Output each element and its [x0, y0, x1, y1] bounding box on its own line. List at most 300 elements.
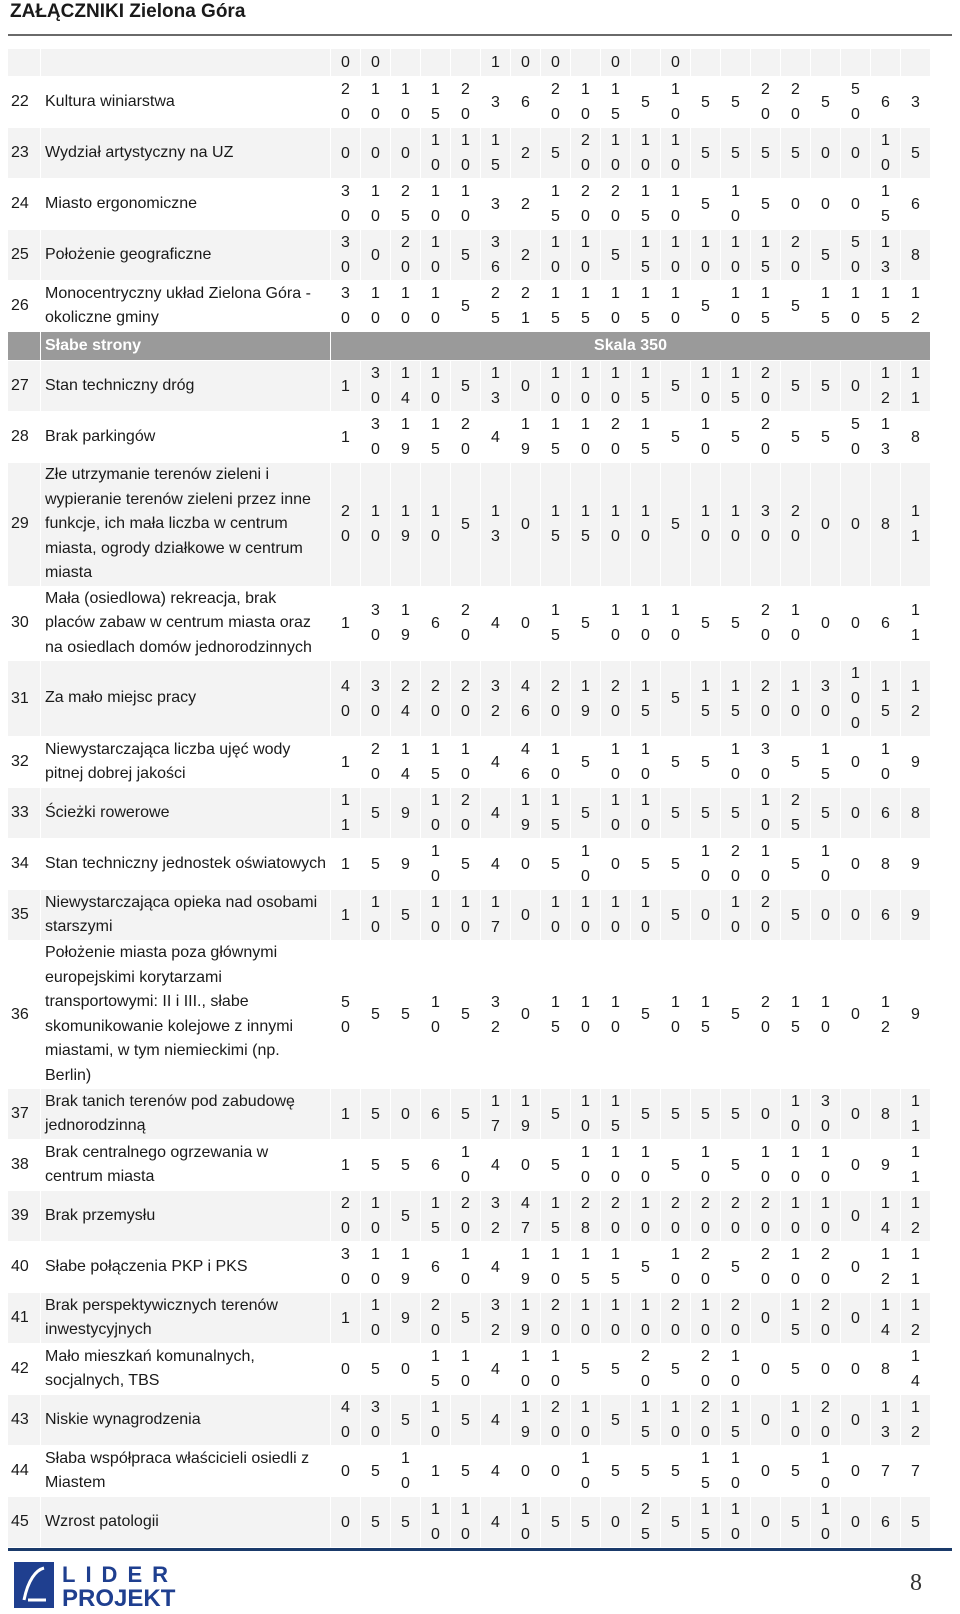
score-cell: 1 0 [421, 941, 451, 1089]
score-cell: 1 0 [571, 1089, 601, 1140]
score-cell: 4 [481, 586, 511, 661]
score-cell: 6 [421, 1242, 451, 1293]
score-cell: 0 [511, 361, 541, 412]
score-cell: 0 [541, 1446, 571, 1497]
score-cell: 0 [331, 128, 361, 179]
score-cell: 6 [871, 77, 901, 128]
score-cell: 8 [901, 412, 931, 463]
score-cell: 1 0 [691, 1140, 721, 1191]
score-cell: 1 0 [601, 361, 631, 412]
score-cell: 2 0 [541, 77, 571, 128]
row-number: 24 [8, 179, 41, 230]
row-number: 45 [8, 1497, 41, 1548]
score-cell: 1 5 [691, 941, 721, 1089]
score-cell: 3 0 [331, 230, 361, 281]
table-row [8, 661, 931, 737]
score-cell: 2 0 [601, 1191, 631, 1242]
score-cell: 0 [841, 463, 871, 587]
score-cell: 1 0 [421, 1395, 451, 1446]
score-cell: 1 0 [601, 128, 631, 179]
score-cell: 0 [331, 1497, 361, 1548]
score-cell: 1 9 [511, 412, 541, 463]
score-cell [901, 49, 931, 77]
score-cell: 1 0 [541, 890, 571, 941]
score-cell: 5 [451, 941, 481, 1089]
score-cell [811, 49, 841, 77]
score-cell: 1 0 [871, 128, 901, 179]
score-cell: 7 [901, 1446, 931, 1497]
table-row-continued [8, 49, 931, 77]
score-cell: 1 0 [361, 281, 391, 332]
score-cell: 1 [331, 839, 361, 890]
score-cell: 1 4 [871, 1293, 901, 1344]
score-cell: 5 [361, 941, 391, 1089]
score-cell: 5 [631, 941, 661, 1089]
score-cell: 4 [481, 1344, 511, 1395]
score-cell: 1 0 [451, 1140, 481, 1191]
score-cell: 3 0 [751, 463, 781, 587]
score-cell: 9 [901, 941, 931, 1089]
score-cell: 5 [691, 77, 721, 128]
score-cell: 0 [751, 1344, 781, 1395]
score-cell: 5 [691, 737, 721, 788]
score-cell: 3 0 [331, 281, 361, 332]
table-row [8, 361, 931, 412]
score-cell: 6 [421, 1140, 451, 1191]
score-cell: 0 [751, 1497, 781, 1548]
score-cell: 1 [421, 1446, 451, 1497]
score-cell: 5 [721, 1242, 751, 1293]
row-number: 26 [8, 281, 41, 332]
score-cell: 1 5 [871, 661, 901, 737]
score-cell: 1 0 [661, 1395, 691, 1446]
score-cell: 7 [871, 1446, 901, 1497]
section-spacer [8, 332, 41, 361]
score-cell: 1 5 [541, 281, 571, 332]
score-cell [691, 49, 721, 77]
score-cell: 5 [541, 1497, 571, 1548]
score-cell: 5 [781, 1344, 811, 1395]
score-cell: 1 5 [421, 737, 451, 788]
row-label: Kultura winiarstwa [41, 77, 331, 128]
score-cell: 3 2 [481, 661, 511, 737]
score-cell: 0 [811, 890, 841, 941]
score-cell: 0 [331, 49, 361, 77]
score-cell: 5 [451, 281, 481, 332]
score-cell: 5 [811, 77, 841, 128]
score-cell: 0 [751, 1293, 781, 1344]
score-cell: 5 [781, 737, 811, 788]
score-cell: 1 0 [361, 1191, 391, 1242]
score-cell: 0 [361, 230, 391, 281]
table-row [8, 1191, 931, 1242]
score-cell: 2 0 [451, 586, 481, 661]
score-cell: 2 0 [601, 661, 631, 737]
score-cell: 1 0 [661, 941, 691, 1089]
score-cell: 5 [571, 737, 601, 788]
score-cell: 2 0 [451, 77, 481, 128]
row-number: 22 [8, 77, 41, 128]
score-cell: 6 [871, 1497, 901, 1548]
score-cell: 5 [661, 1446, 691, 1497]
row-number: 28 [8, 412, 41, 463]
score-cell: 5 [751, 179, 781, 230]
score-cell: 1 4 [871, 1191, 901, 1242]
score-cell: 1 0 [421, 281, 451, 332]
score-cell: 1 0 [601, 941, 631, 1089]
row-label: Brak przemysłu [41, 1191, 331, 1242]
score-cell: 2 0 [781, 463, 811, 587]
score-cell: 4 [481, 1446, 511, 1497]
score-cell: 1 2 [901, 1395, 931, 1446]
score-cell: 2 0 [691, 1242, 721, 1293]
score-cell: 1 0 [781, 661, 811, 737]
score-cell: 0 [841, 1140, 871, 1191]
score-cell: 1 0 [361, 890, 391, 941]
score-cell: 1 0 [391, 281, 421, 332]
score-cell: 1 [331, 1089, 361, 1140]
score-cell: 2 0 [691, 1191, 721, 1242]
score-cell: 1 0 [661, 179, 691, 230]
score-cell: 2 0 [751, 412, 781, 463]
score-cell: 2 0 [661, 1293, 691, 1344]
table-row [8, 1395, 931, 1446]
score-cell: 1 1 [901, 463, 931, 587]
table-row [8, 77, 931, 128]
score-cell: 1 7 [481, 890, 511, 941]
table-row [8, 1089, 931, 1140]
score-cell: 1 0 [421, 179, 451, 230]
score-cell: 1 1 [901, 1242, 931, 1293]
score-cell: 3 [481, 77, 511, 128]
score-cell: 0 [841, 1089, 871, 1140]
score-cell: 2 0 [721, 839, 751, 890]
score-cell: 4 6 [511, 737, 541, 788]
logo-text-top: LIDER [62, 1562, 178, 1587]
score-cell: 5 [661, 839, 691, 890]
score-cell: 2 0 [781, 77, 811, 128]
score-cell: 2 0 [751, 586, 781, 661]
score-cell: 5 [451, 230, 481, 281]
row-label: Niewystarczająca liczba ujęć wody pitnej dobrej jakości [41, 737, 331, 788]
score-cell: 1 [331, 361, 361, 412]
score-cell: 1 0 [811, 839, 841, 890]
score-cell: 1 0 [541, 1242, 571, 1293]
score-cell: 0 [811, 1344, 841, 1395]
score-cell: 5 [661, 788, 691, 839]
score-cell: 1 5 [691, 1497, 721, 1548]
score-cell: 5 [661, 361, 691, 412]
score-cell: 0 [841, 941, 871, 1089]
score-cell: 0 [361, 49, 391, 77]
score-cell: 1 1 [901, 361, 931, 412]
score-cell: 1 0 [631, 586, 661, 661]
score-cell: 3 0 [751, 737, 781, 788]
score-cell: 0 [511, 941, 541, 1089]
score-cell: 1 5 [601, 77, 631, 128]
score-cell: 2 0 [421, 1293, 451, 1344]
header-divider [8, 34, 952, 36]
score-cell: 5 [361, 1446, 391, 1497]
row-number: 32 [8, 737, 41, 788]
table-row [8, 412, 931, 463]
score-cell: 2 0 [421, 661, 451, 737]
score-cell: 1 0 [721, 737, 751, 788]
score-cell: 1 0 [421, 361, 451, 412]
score-cell: 1 0 [631, 128, 661, 179]
score-cell: 5 [691, 788, 721, 839]
score-cell: 1 5 [781, 1293, 811, 1344]
score-cell: 6 [901, 179, 931, 230]
score-cell: 6 [871, 890, 901, 941]
row-label: Brak perspektywicznych terenów inwestycyjnych [41, 1293, 331, 1344]
score-cell: 0 [811, 179, 841, 230]
score-cell: 1 0 [361, 179, 391, 230]
row-number: 42 [8, 1344, 41, 1395]
score-cell [631, 49, 661, 77]
page-number: 8 [910, 1570, 922, 1596]
score-cell: 2 0 [751, 1242, 781, 1293]
score-cell: 1 5 [721, 1395, 751, 1446]
score-cell: 2 0 [571, 179, 601, 230]
row-number: 37 [8, 1089, 41, 1140]
score-cell: 1 1 [901, 586, 931, 661]
score-cell: 1 0 [421, 788, 451, 839]
score-cell: 2 0 [361, 737, 391, 788]
score-cell: 2 0 [541, 1395, 571, 1446]
score-cell: 3 2 [481, 1293, 511, 1344]
score-cell: 0 [841, 737, 871, 788]
score-cell: 0 [841, 788, 871, 839]
table-row [8, 1446, 931, 1497]
score-cell: 1 0 [391, 1446, 421, 1497]
score-cell: 0 [361, 128, 391, 179]
score-cell: 1 0 [721, 890, 751, 941]
score-cell: 0 [751, 1446, 781, 1497]
row-number: 41 [8, 1293, 41, 1344]
score-cell: 5 [361, 839, 391, 890]
footer-divider [8, 1548, 952, 1551]
score-cell: 5 [361, 1344, 391, 1395]
score-cell: 2 4 [391, 661, 421, 737]
score-cell [721, 49, 751, 77]
score-cell: 1 4 [901, 1344, 931, 1395]
score-cell: 1 0 [811, 1191, 841, 1242]
score-cell: 5 [391, 1497, 421, 1548]
score-cell: 0 [841, 1242, 871, 1293]
score-cell: 5 [391, 1140, 421, 1191]
score-cell: 5 [571, 586, 601, 661]
row-label: Złe utrzymanie terenów zieleni i wypieranie terenów zieleni przez inne funkcje, ich mała liczba w centrum miasta, ogrody działkowe w centrum miasta [41, 463, 331, 587]
score-cell: 1 0 [631, 463, 661, 587]
score-cell: 1 0 [781, 1140, 811, 1191]
score-cell: 1 5 [541, 788, 571, 839]
score-cell: 1 0 [751, 788, 781, 839]
score-cell: 5 [451, 1293, 481, 1344]
score-cell: 0 [841, 361, 871, 412]
score-cell: 5 [781, 890, 811, 941]
score-cell: 0 [841, 890, 871, 941]
score-cell: 5 [781, 412, 811, 463]
score-cell: 1 5 [631, 179, 661, 230]
score-cell: 1 0 [571, 1395, 601, 1446]
score-cell: 2 0 [451, 412, 481, 463]
score-cell: 5 [631, 1242, 661, 1293]
score-cell: 1 5 [541, 941, 571, 1089]
score-cell: 5 [631, 1446, 661, 1497]
score-cell: 1 0 [571, 941, 601, 1089]
score-cell: 5 [721, 412, 751, 463]
score-cell: 0 [601, 1497, 631, 1548]
score-cell: 1 0 [661, 1242, 691, 1293]
score-cell: 2 0 [601, 412, 631, 463]
score-cell [841, 49, 871, 77]
score-cell: 1 9 [391, 412, 421, 463]
score-cell: 5 [571, 1344, 601, 1395]
score-cell: 1 0 [601, 1140, 631, 1191]
row-label: Mało mieszkań komunalnych, socjalnych, TBS [41, 1344, 331, 1395]
lider-projekt-logo [14, 1560, 244, 1610]
table-row [8, 281, 931, 332]
score-cell: 1 [331, 737, 361, 788]
score-cell: 1 5 [811, 737, 841, 788]
score-cell: 0 [511, 463, 541, 587]
score-cell: 1 3 [871, 412, 901, 463]
score-cell: 1 5 [631, 1395, 661, 1446]
score-cell: 0 [511, 1140, 541, 1191]
score-cell: 1 5 [781, 941, 811, 1089]
score-cell: 1 0 [841, 281, 871, 332]
score-cell: 5 [661, 1140, 691, 1191]
score-cell: 1 0 [421, 128, 451, 179]
score-cell: 1 5 [421, 1191, 451, 1242]
score-cell: 1 0 [571, 361, 601, 412]
score-cell: 1 5 [541, 586, 571, 661]
score-cell: 1 5 [421, 412, 451, 463]
score-cell: 4 [481, 839, 511, 890]
score-cell: 1 0 [601, 281, 631, 332]
score-cell: 5 [661, 1089, 691, 1140]
score-cell: 0 [841, 128, 871, 179]
score-cell: 1 5 [751, 281, 781, 332]
score-cell [451, 49, 481, 77]
row-number: 38 [8, 1140, 41, 1191]
score-cell: 0 [841, 1497, 871, 1548]
score-cell: 5 0 [841, 77, 871, 128]
score-cell: 2 0 [331, 77, 361, 128]
table-row [8, 737, 931, 788]
page-header-title: ZAŁĄCZNIKI Zielona Góra [10, 1, 246, 22]
score-cell: 1 0 [571, 77, 601, 128]
score-cell: 2 0 [691, 1344, 721, 1395]
score-cell: 1 0 [661, 281, 691, 332]
row-label: Wydział artystyczny na UZ [41, 128, 331, 179]
score-cell: 5 [391, 890, 421, 941]
score-cell: 3 0 [361, 586, 391, 661]
score-cell: 5 [661, 463, 691, 587]
strengths-rows [8, 49, 931, 332]
score-cell: 1 [331, 1293, 361, 1344]
score-cell: 9 [391, 1293, 421, 1344]
score-cell: 1 0 [721, 463, 751, 587]
score-cell: 5 [721, 586, 751, 661]
row-label: Ścieżki rowerowe [41, 788, 331, 839]
score-cell: 2 0 [781, 230, 811, 281]
score-cell: 1 0 [571, 890, 601, 941]
score-cell: 1 0 [721, 230, 751, 281]
row-number: 27 [8, 361, 41, 412]
score-cell: 8 [901, 788, 931, 839]
score-cell: 1 0 [451, 128, 481, 179]
score-cell: 1 0 [421, 230, 451, 281]
score-cell: 1 0 [691, 1293, 721, 1344]
score-cell: 5 [361, 1140, 391, 1191]
score-cell [391, 49, 421, 77]
score-cell: 5 [541, 1140, 571, 1191]
score-cell: 5 [601, 230, 631, 281]
score-cell: 5 [631, 77, 661, 128]
score-cell: 5 [451, 463, 481, 587]
row-label: Miasto ergonomiczne [41, 179, 331, 230]
score-cell: 5 [661, 737, 691, 788]
score-cell: 5 0 [841, 412, 871, 463]
score-cell: 6 [421, 1089, 451, 1140]
score-cell: 5 [451, 1395, 481, 1446]
score-cell: 0 [331, 1344, 361, 1395]
score-cell: 1 0 [601, 890, 631, 941]
score-cell: 0 [841, 1395, 871, 1446]
score-cell: 1 5 [691, 661, 721, 737]
score-cell: 4 0 [331, 661, 361, 737]
score-cell: 5 [451, 1446, 481, 1497]
score-cell: 1 5 [631, 281, 661, 332]
score-cell: 2 0 [451, 788, 481, 839]
score-cell: 3 2 [481, 1191, 511, 1242]
score-cell: 1 1 [331, 788, 361, 839]
table-row [8, 890, 931, 941]
score-cell: 2 8 [571, 1191, 601, 1242]
score-cell: 1 0 [601, 788, 631, 839]
score-cell [781, 49, 811, 77]
score-cell [871, 49, 901, 77]
score-cell: 1 5 [541, 463, 571, 587]
score-cell: 6 [511, 77, 541, 128]
score-cell: 1 5 [871, 281, 901, 332]
score-cell: 0 [751, 1089, 781, 1140]
score-cell: 4 0 [331, 1395, 361, 1446]
score-cell: 1 2 [871, 1242, 901, 1293]
score-cell: 2 0 [331, 1191, 361, 1242]
score-cell: 1 0 [421, 1497, 451, 1548]
score-cell: 5 [811, 361, 841, 412]
score-cell: 1 0 [541, 737, 571, 788]
score-cell: 3 6 [481, 230, 511, 281]
score-cell: 1 0 [691, 230, 721, 281]
row-label: Niskie wynagrodzenia [41, 1395, 331, 1446]
score-cell: 1 7 [481, 1089, 511, 1140]
score-cell: 5 [541, 1089, 571, 1140]
score-cell: 0 [331, 1446, 361, 1497]
score-cell: 5 [721, 788, 751, 839]
score-cell: 1 0 [361, 1242, 391, 1293]
score-cell: 1 5 [751, 230, 781, 281]
table-row [8, 1242, 931, 1293]
score-cell: 5 [691, 281, 721, 332]
section-label: Słabe strony [41, 332, 331, 361]
score-cell: 6 [421, 586, 451, 661]
score-cell: 0 [511, 1446, 541, 1497]
score-cell: 1 5 [541, 179, 571, 230]
